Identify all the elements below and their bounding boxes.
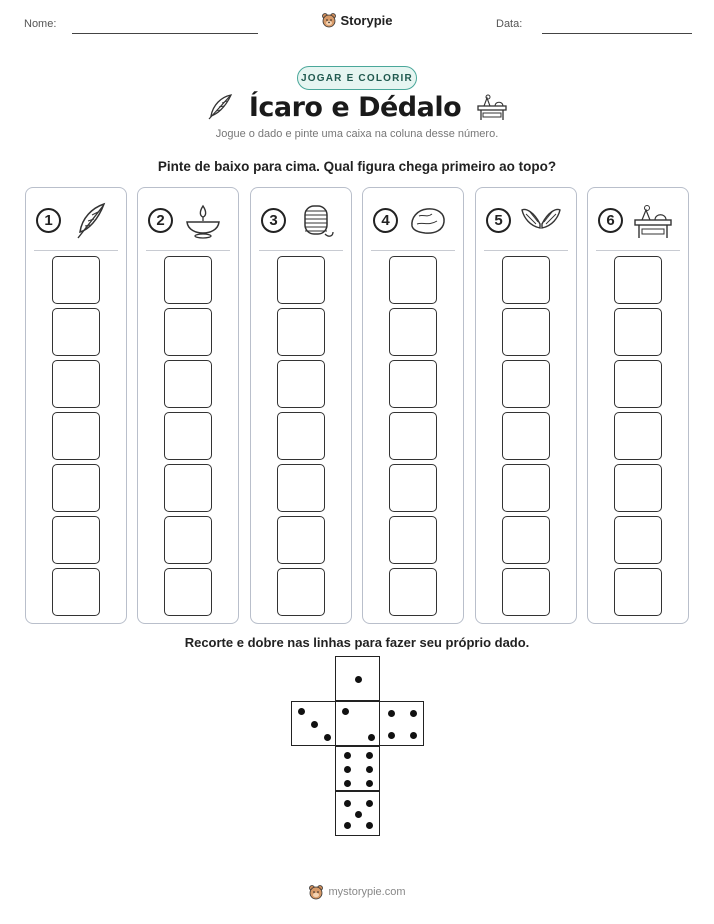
die-pip bbox=[342, 708, 349, 715]
column-5 bbox=[475, 187, 577, 624]
column-number: 3 bbox=[261, 208, 286, 233]
die-face-2 bbox=[335, 701, 380, 746]
die-pip bbox=[344, 766, 351, 773]
color-box[interactable] bbox=[502, 568, 550, 616]
color-box[interactable] bbox=[502, 412, 550, 460]
color-box[interactable] bbox=[277, 360, 325, 408]
color-box[interactable] bbox=[502, 464, 550, 512]
date-line bbox=[542, 33, 692, 34]
color-box[interactable] bbox=[389, 308, 437, 356]
wings-icon bbox=[520, 200, 562, 242]
bear-mascot-icon bbox=[308, 884, 324, 900]
color-box[interactable] bbox=[502, 360, 550, 408]
color-box[interactable] bbox=[614, 308, 662, 356]
color-box[interactable] bbox=[502, 308, 550, 356]
die-pip bbox=[355, 676, 362, 683]
die-pip bbox=[355, 811, 362, 818]
column-number: 6 bbox=[598, 208, 623, 233]
column-divider bbox=[371, 250, 455, 251]
oil-lamp-icon bbox=[182, 200, 224, 242]
color-box[interactable] bbox=[277, 516, 325, 564]
color-box[interactable] bbox=[277, 308, 325, 356]
color-box[interactable] bbox=[164, 464, 212, 512]
column-divider bbox=[259, 250, 343, 251]
feather-icon bbox=[205, 92, 235, 122]
page-title: Ícaro e Dédalo bbox=[248, 91, 462, 123]
color-box[interactable] bbox=[389, 464, 437, 512]
color-box[interactable] bbox=[52, 464, 100, 512]
race-columns bbox=[25, 187, 689, 624]
die-pip bbox=[344, 800, 351, 807]
color-box[interactable] bbox=[277, 256, 325, 304]
name-label: Nome: bbox=[24, 18, 57, 30]
color-box[interactable] bbox=[52, 308, 100, 356]
subtitle: Jogue o dado e pinte uma caixa na coluna desse número. bbox=[215, 128, 499, 140]
color-box[interactable] bbox=[614, 516, 662, 564]
column-6 bbox=[587, 187, 689, 624]
color-box[interactable] bbox=[164, 360, 212, 408]
die-pip bbox=[366, 780, 373, 787]
color-box[interactable] bbox=[502, 516, 550, 564]
column-number: 2 bbox=[148, 208, 173, 233]
color-box[interactable] bbox=[52, 568, 100, 616]
column-4 bbox=[362, 187, 464, 624]
color-box[interactable] bbox=[164, 308, 212, 356]
color-box[interactable] bbox=[389, 360, 437, 408]
color-box[interactable] bbox=[389, 412, 437, 460]
column-divider bbox=[146, 250, 230, 251]
die-pip bbox=[324, 734, 331, 741]
bear-mascot-icon bbox=[321, 12, 337, 28]
die-face-4 bbox=[379, 701, 424, 746]
column-number: 4 bbox=[373, 208, 398, 233]
color-box[interactable] bbox=[164, 516, 212, 564]
color-box[interactable] bbox=[52, 516, 100, 564]
die-pip bbox=[366, 766, 373, 773]
color-box[interactable] bbox=[389, 568, 437, 616]
wax-lump-icon bbox=[407, 200, 449, 242]
die-pip bbox=[311, 721, 318, 728]
date-label: Data: bbox=[496, 18, 523, 30]
die-pip bbox=[368, 734, 375, 741]
column-3 bbox=[250, 187, 352, 624]
die-instruction: Recorte e dobre nas linhas para fazer seu próprio dado. bbox=[184, 635, 530, 650]
die-pip bbox=[344, 822, 351, 829]
color-box[interactable] bbox=[52, 256, 100, 304]
die-pip bbox=[366, 752, 373, 759]
column-divider bbox=[34, 250, 118, 251]
instruction: Pinte de baixo para cima. Qual figura chega primeiro ao topo? bbox=[157, 159, 557, 174]
die-pip bbox=[388, 710, 395, 717]
color-box[interactable] bbox=[389, 256, 437, 304]
color-box[interactable] bbox=[389, 516, 437, 564]
color-box[interactable] bbox=[277, 568, 325, 616]
color-box[interactable] bbox=[614, 412, 662, 460]
color-box[interactable] bbox=[164, 256, 212, 304]
color-box[interactable] bbox=[614, 568, 662, 616]
color-box[interactable] bbox=[164, 568, 212, 616]
color-box[interactable] bbox=[614, 464, 662, 512]
column-1 bbox=[25, 187, 127, 624]
activity-badge: JOGAR E COLORIR bbox=[297, 66, 417, 90]
die-face-6 bbox=[335, 746, 380, 791]
column-divider bbox=[596, 250, 680, 251]
column-number: 5 bbox=[486, 208, 511, 233]
color-box[interactable] bbox=[614, 256, 662, 304]
color-box[interactable] bbox=[502, 256, 550, 304]
footer-url: mystorypie.com bbox=[328, 886, 406, 898]
die-face-3 bbox=[291, 701, 336, 746]
die-pip bbox=[298, 708, 305, 715]
footer bbox=[0, 884, 714, 905]
color-box[interactable] bbox=[614, 360, 662, 408]
die-pip bbox=[344, 752, 351, 759]
column-divider bbox=[484, 250, 568, 251]
workbench-icon bbox=[632, 200, 674, 242]
workbench-icon bbox=[475, 92, 509, 122]
die-pip bbox=[366, 822, 373, 829]
column-number: 1 bbox=[36, 208, 61, 233]
die-pip bbox=[410, 710, 417, 717]
die-pip bbox=[388, 732, 395, 739]
column-2 bbox=[137, 187, 239, 624]
title-row bbox=[0, 88, 714, 126]
color-box[interactable] bbox=[52, 360, 100, 408]
color-box[interactable] bbox=[277, 412, 325, 460]
name-line bbox=[72, 33, 258, 34]
feather-icon bbox=[70, 200, 112, 242]
die-pip bbox=[344, 780, 351, 787]
die-pip bbox=[410, 732, 417, 739]
brand-logo bbox=[0, 12, 714, 33]
die-pip bbox=[366, 800, 373, 807]
rope-coil-icon bbox=[295, 200, 337, 242]
brand-name: Storypie bbox=[340, 12, 393, 28]
die-face-1 bbox=[335, 656, 380, 701]
color-box[interactable] bbox=[277, 464, 325, 512]
die-face-5 bbox=[335, 791, 380, 836]
color-box[interactable] bbox=[164, 412, 212, 460]
color-box[interactable] bbox=[52, 412, 100, 460]
